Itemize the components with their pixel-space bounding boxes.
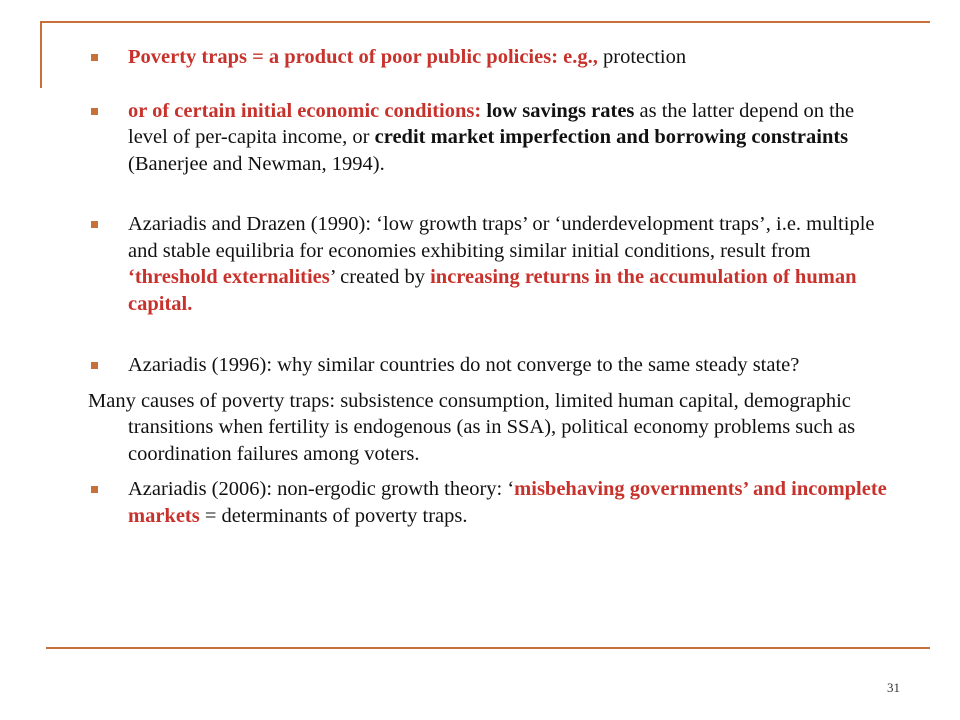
bullet2-plain-text-1: as the latter depend on the level of per-capita income, or [128,99,855,148]
bullet3-red-text-1: ‘threshold externalities [128,266,330,288]
bullet-square-icon [91,54,98,61]
bullet-item-3 [88,211,888,317]
bullet5-plain-text-1: Azariadis (2006): non-ergodic growth theory: ‘ [128,478,515,500]
page-number: 31 [887,680,900,695]
top-rule [40,21,930,23]
bullet-item-2 [88,98,888,178]
bullet-item-1 [88,44,888,71]
bullet-square-icon [91,362,98,369]
bullet1-red-text: Poverty traps = a product of poor public policies: e.g., [128,46,598,68]
bullet2-red-text: or of certain initial economic conditions: [128,99,482,122]
bullet-item-4 [88,352,888,379]
slide-body [88,44,888,529]
bullet2-bold-text-2: credit market imperfection and borrowing constraints [374,126,849,148]
bullet2-plain-text-2: (Banerjee and Newman, 1994). [128,152,385,175]
bullet3-plain-text-1: Azariadis and Drazen (1990): ‘low growth traps’ or ‘underdevelopment traps’, i.e. multiple and stable equilibria for economies exhibiting similar initial conditions, result from [128,213,875,262]
bullet-square-icon [91,108,98,115]
bullet-square-icon [91,486,98,493]
bullet5-red-text: misbehaving governments’ and incomplete markets [128,478,887,527]
bullet-square-icon [91,221,98,228]
left-rule [40,21,42,88]
bullet3-plain-text-2: ’ created by [329,266,431,288]
bullet-item-5 [88,476,888,529]
bullet1-plain-text: protection [597,46,687,68]
bullet5-plain-text-2: = determinants of poverty traps. [199,504,468,527]
bullet2-bold-text-1: low savings rates [486,99,635,122]
causes-paragraph: Many causes of poverty traps: subsistence consumption, limited human capital, demographic transitions when fertility is endogenous (as in SSA), political economy problems such as coordination failures among voters. [88,389,856,465]
bullet3-red-text-2: increasing returns in the accumulation of human capital. [128,266,857,315]
bottom-rule [46,647,930,649]
bullet4-plain-text: Azariadis (1996): why similar countries do not converge to the same steady state? [128,354,800,376]
